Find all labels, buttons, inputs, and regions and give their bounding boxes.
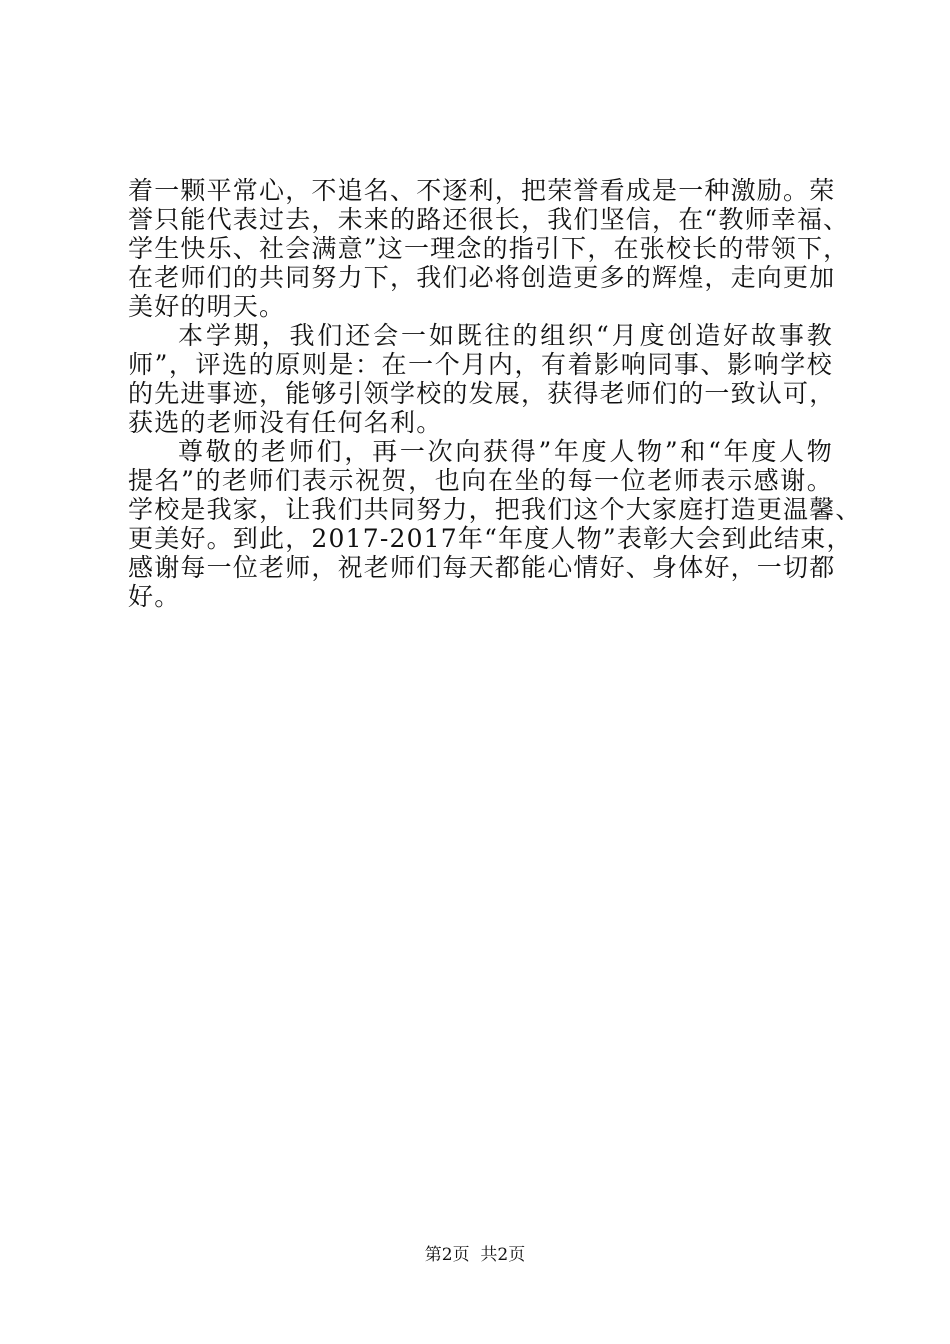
paragraph-line: 学校是我家，让我们共同努力，把我们这个大家庭打造更温馨、 <box>128 495 862 524</box>
paragraph-line: 学生快乐、社会满意”这一理念的指引下，在张校长的带领下， <box>128 234 850 263</box>
paragraph-line: 师”，评选的原则是：在一个月内，有着影响同事、影响学校 <box>128 350 833 379</box>
paragraph-line: 在老师们的共同努力下，我们必将创造更多的辉煌，走向更加 <box>128 263 836 292</box>
paragraph-line: 感谢每一位老师，祝老师们每天都能心情好、身体好，一切都 <box>128 553 836 582</box>
paragraph-line: 的先进事迹，能够引领学校的发展，获得老师们的一致认可， <box>128 379 836 408</box>
page-footer <box>0 1244 950 1266</box>
paragraph-line: 本学期，我们还会一如既往的组织“月度创造好故事教 <box>178 321 833 350</box>
paragraph-line: 美好的明天。 <box>128 292 286 321</box>
paragraph-line: 提名”的老师们表示祝贺，也向在坐的每一位老师表示感谢。 <box>128 466 833 495</box>
paragraph-line: 获选的老师没有任何名利。 <box>128 408 443 437</box>
page-number: 第2页 <box>424 1245 470 1265</box>
page-total: 共2页 <box>480 1245 526 1265</box>
document-body <box>128 176 862 611</box>
paragraph-line: 着一颗平常心，不追名、不逐利，把荣誉看成是一种激励。荣 <box>128 176 836 205</box>
paragraph-line: 好。 <box>128 582 181 611</box>
paragraph-line: 誉只能代表过去，未来的路还很长，我们坚信，在“教师幸福、 <box>128 205 850 234</box>
paragraph-line: 尊敬的老师们，再一次向获得”年度人物”和“年度人物 <box>178 437 833 466</box>
paragraph-line: 更美好。到此，2017-2017年“年度人物”表彰大会到此结束， <box>128 524 853 553</box>
